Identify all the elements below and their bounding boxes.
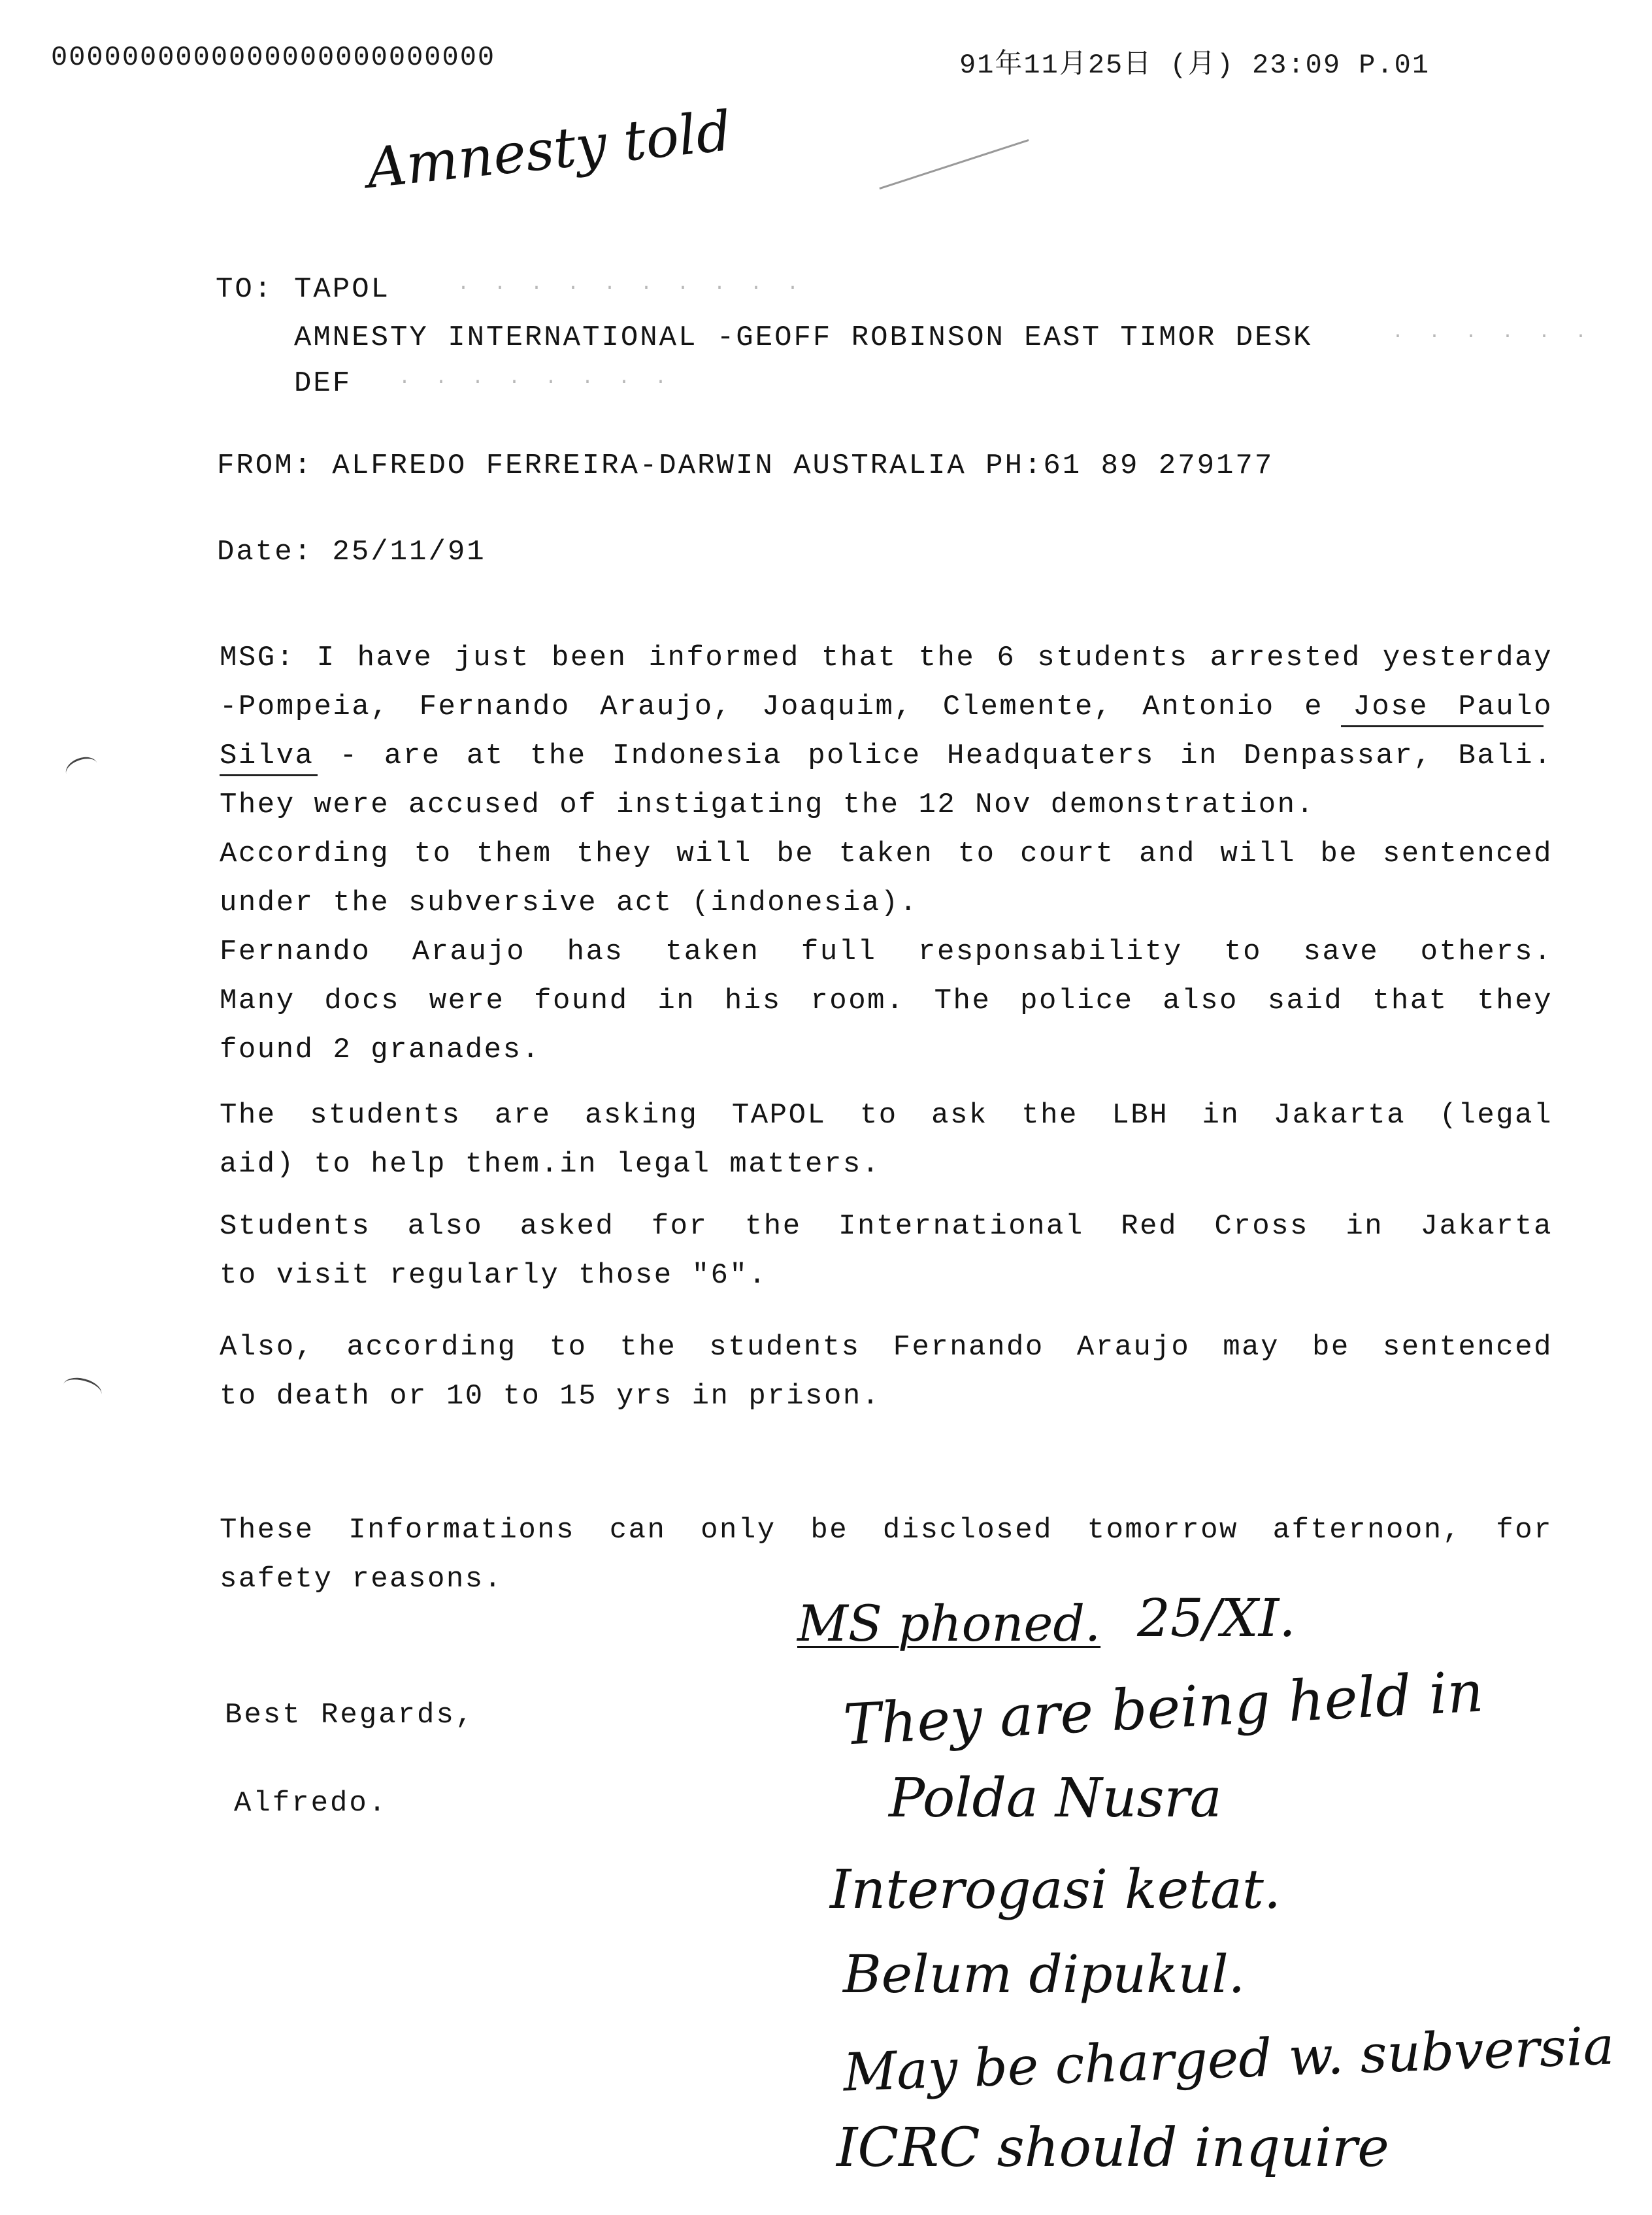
- message-line: Fernando Araujo has taken full responsability to save others.: [220, 936, 1553, 968]
- fax-header-code: 0000000000000000000000000: [51, 42, 496, 73]
- from-line: FROM: ALFREDO FERREIRA-DARWIN AUSTRALIA PH:61 89 279177: [217, 450, 1274, 482]
- handwritten-note-line: Belum dipukul.: [843, 1944, 1246, 2005]
- message-line: found 2 granades.: [220, 1034, 541, 1066]
- handwritten-note-line: They are being held in: [842, 1659, 1485, 1758]
- message-line: Silva - are at the Indonesia police Headquaters in Denpassar, Bali.: [220, 740, 1553, 772]
- redacted-fax-number: · · · · · · · · · ·: [457, 277, 806, 299]
- message-line: According to them they will be taken to court and will be sentenced: [220, 838, 1553, 870]
- date-line: Date: 25/11/91: [217, 536, 486, 568]
- message-line: They were accused of instigating the 12 Nov demonstration.: [220, 789, 1315, 821]
- redacted-fax-number: · · · · · · · ·: [399, 371, 674, 393]
- message-line: Students also asked for the International Red Cross in Jakarta: [220, 1210, 1553, 1243]
- message-paragraph-3: [220, 1202, 1553, 1300]
- message-paragraph-2: [220, 1091, 1553, 1189]
- message-line: under the subversive act (indonesia).: [220, 887, 919, 919]
- message-line: These Informations can only be disclosed tomorrow afternoon, for: [220, 1514, 1553, 1547]
- margin-mark: [63, 753, 101, 784]
- message-line: to visit regularly those "6".: [220, 1259, 768, 1292]
- handwritten-annotation-top: Amnesty told: [363, 98, 735, 201]
- to-label: TO:: [216, 273, 274, 306]
- redacted-fax-number: · · · · · ·: [1392, 325, 1594, 348]
- handwritten-note-heading: MS phoned.: [797, 1594, 1101, 1652]
- pen-underline-name: [220, 774, 318, 776]
- handwritten-note-line: Polda Nusra: [889, 1767, 1222, 1829]
- handwritten-note-line: May be charged w. subversia: [842, 2015, 1615, 2103]
- to-recipient-def: DEF: [294, 367, 352, 400]
- message-line: The students are asking TAPOL to ask the LBH in Jakarta (legal: [220, 1099, 1553, 1132]
- margin-mark: [61, 1374, 104, 1405]
- message-line: MSG: I have just been informed that the 6 students arrested yesterday: [220, 642, 1553, 674]
- closing-regards: Best Regards,: [225, 1699, 475, 1731]
- faint-pen-stroke: [879, 139, 1029, 189]
- handwritten-note-line: ICRC should inquire: [836, 2117, 1389, 2179]
- to-recipient-amnesty: AMNESTY INTERNATIONAL -GEOFF ROBINSON EAST TIMOR DESK: [294, 321, 1313, 354]
- message-paragraph-4: [220, 1323, 1553, 1421]
- message-line: safety reasons.: [220, 1563, 503, 1596]
- fax-header-timestamp: 91年11月25日 (月) 23:09 P.01: [959, 50, 1430, 81]
- to-recipient-tapol: TAPOL: [294, 273, 391, 306]
- message-line: -Pompeia, Fernando Araujo, Joaquim, Clemente, Antonio e Jose Paulo: [220, 691, 1553, 723]
- handwritten-note-date: 25/XI.: [1137, 1588, 1296, 1649]
- handwritten-note-line: Interogasi ketat.: [830, 1859, 1281, 1921]
- message-line: aid) to help them.in legal matters.: [220, 1148, 881, 1181]
- message-paragraph-1: [220, 634, 1553, 1075]
- pen-underline-name: [1341, 725, 1544, 727]
- message-line: Also, according to the students Fernando Araujo may be sentenced: [220, 1331, 1553, 1364]
- message-line: to death or 10 to 15 yrs in prison.: [220, 1380, 881, 1413]
- closing-signature: Alfredo.: [234, 1787, 388, 1820]
- message-paragraph-5: [220, 1506, 1553, 1604]
- message-line: Many docs were found in his room. The police also said that they: [220, 985, 1553, 1017]
